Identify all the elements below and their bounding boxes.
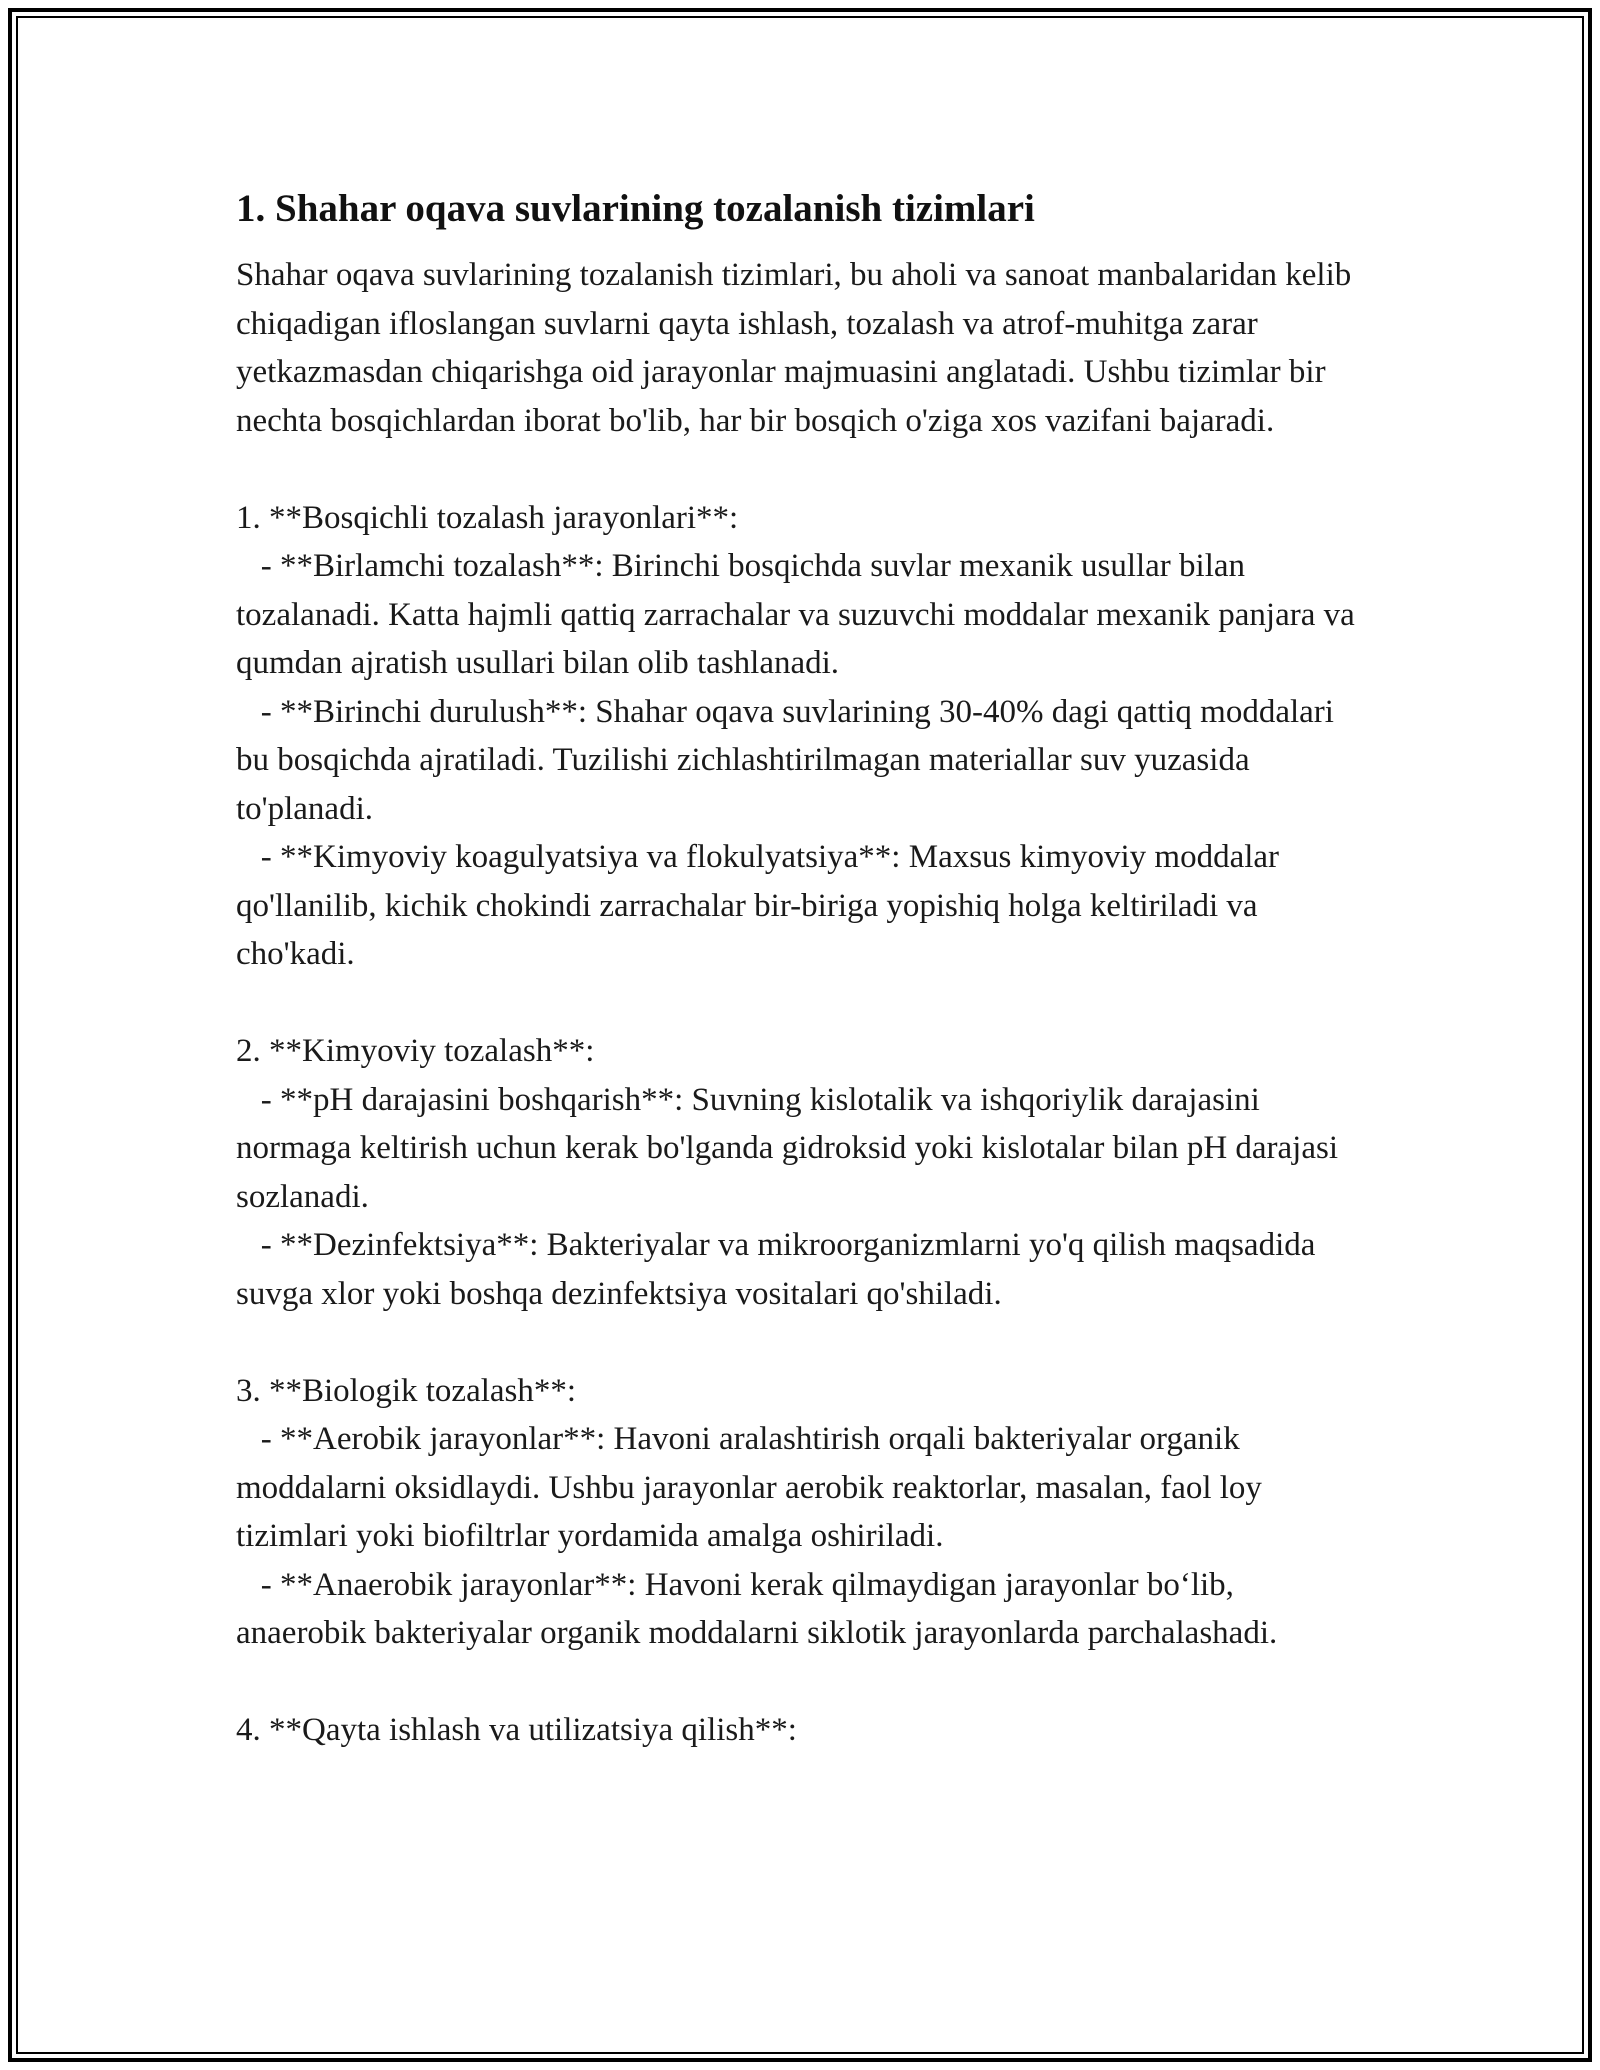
section-2-item-2: - **Dezinfektsiya**: Bakteriyalar va mikroorganizmlarni yo'q qilish maqsadida suvga xlor yoki boshqa dezinfektsiya vositalari qo'shiladi. [236, 1227, 1324, 1312]
document-title: 1. Shahar oqava suvlarining tozalanish tizimlari [236, 187, 1035, 230]
section-1-heading: 1. **Bosqichli tozalash jarayonlari**: [236, 499, 739, 536]
section-4-heading: 4. **Qayta ishlash va utilizatsiya qilish**: [236, 1712, 797, 1748]
section-3-item-1: - **Aerobik jarayonlar**: Havoni aralashtirish orqali bakteriyalar organik moddalarni oksidlaydi. Ushbu jarayonlar aerobik reaktorlar, masalan, faol loy tizimlari yoki biofiltrlar yordamida amalga oshiriladi. [236, 1421, 1271, 1554]
paragraph-gap [236, 1658, 1366, 1707]
section-1-item-2: - **Birinchi durulush**: Shahar oqava suvlarining 30-40% dagi qattiq moddalari bu bosqichda ajratiladi. Tuzilishi zichlashtirilmagan materiallar suv yuzasida to'planadi. [236, 693, 1343, 827]
section-3-heading: 3. **Biologik tozalash**: [236, 1372, 577, 1409]
intro-paragraph: Shahar oqava suvlarining tozalanish tizimlari, bu aholi va sanoat manbalaridan kelib chiqadigan ifloslangan suvlarni qayta ishlash, tozalash va atrof-muhitga zarar yetkazmasdan chiqarishga oid jarayonlar majmuasini anglatadi. Ushbu tizimlar bir nechta bosqichlardan iborat bo'lib, har bir bosqich o'ziga xos vazifani bajaradi. [236, 257, 1360, 439]
section-1-item-3: - **Kimyoviy koagulyatsiya va flokulyatsiya**: Maxsus kimyoviy moddalar qo'llanilib, kichik chokindi zarrachalar bir-biriga yopishiq holga keltiriladi va cho'kadi. [236, 839, 1288, 972]
paragraph-gap [236, 979, 1366, 1028]
section-2-item-1: - **pH darajasini boshqarish**: Suvning kislotalik va ishqoriylik darajasini normaga keltirish uchun kerak bo'lganda gidroksid yoki kislotalar bilan pH darajasi sozlanadi. [236, 1081, 1347, 1215]
section-3-item-2: - **Anaerobik jarayonlar**: Havoni kerak qilmaydigan jarayonlar bo‘lib, anaerobik bakteriyalar organik moddalarni siklotik jarayonlarda parchalashadi. [236, 1566, 1278, 1651]
section-1-item-1: - **Birlamchi tozalash**: Birinchi bosqichda suvlar mexanik usullar bilan tozalanadi. Katta hajmli qattiq zarrachalar va suzuvchi moddalar mexanik panjara va qumdan ajratish usullari bilan olib tashlanadi. [236, 548, 1363, 681]
paragraph-gap [236, 1318, 1366, 1367]
section-2-heading: 2. **Kimyoviy tozalash**: [236, 1033, 595, 1069]
document-body [236, 185, 1366, 1755]
paragraph-gap [236, 445, 1366, 494]
